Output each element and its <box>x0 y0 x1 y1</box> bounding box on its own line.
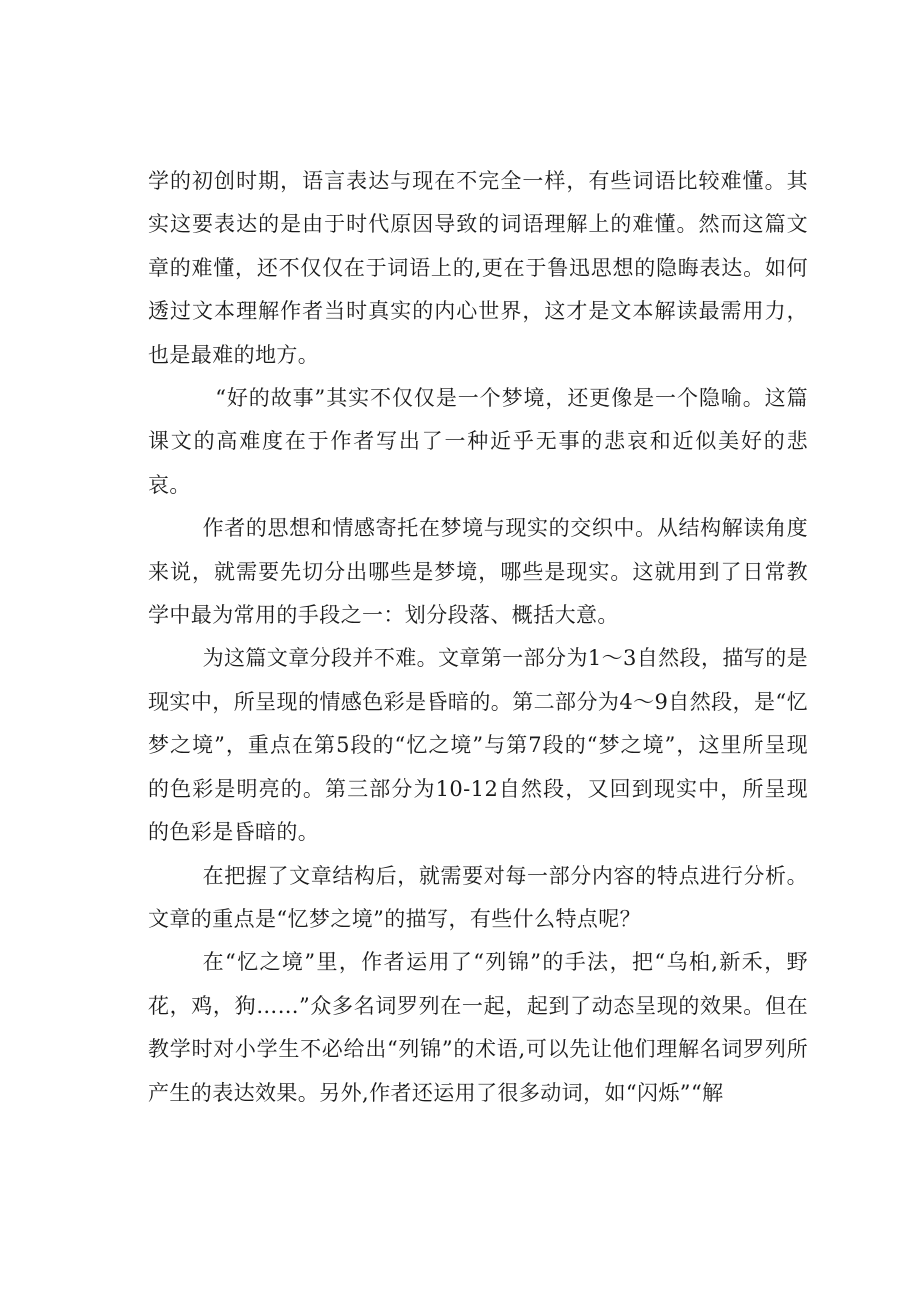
paragraph: 为这篇文章分段并不难。文章第一部分为1〜3自然段，描写的是现实中，所呈现的情感色彩是昏暗的。第二部分为4〜9自然段，是“忆梦之境”，重点在第5段的“忆之境”与第7段的“梦之境”，这里所呈现的色彩是明亮的。第三部分为10-12自然段，又回到现实中，所呈现的色彩是昏暗的。 <box>148 646 808 845</box>
paragraph: 作者的思想和情感寄托在梦境与现实的交织中。从结构解读角度来说，就需要先切分出哪些是梦境，哪些是现实。这就用到了日常教学中最为常用的手段之一：划分段落、概括大意。 <box>148 516 808 628</box>
paragraph: 在把握了文章结构后，就需要对每一部分内容的特点进行分析。文章的重点是“忆梦之境”的描写，有些什么特点呢？ <box>148 863 808 931</box>
body-text <box>148 160 808 1115</box>
paragraph: “好的故事”其实不仅仅是一个梦境，还更像是一个隐喻。这篇课文的高难度在于作者写出了一种近乎无事的悲哀和近似美好的悲哀。 <box>148 386 808 497</box>
paragraph: 在“忆之境”里，作者运用了“列锦”的手法，把“乌桕,新禾，野花，鸡，狗……”众多名词罗列在一起，起到了动态呈现的效果。但在教学时对小学生不必给出“列锦”的术语,可以先让他们理解名词罗列所产生的表达效果。另外,作者还运用了很多动词，如“闪烁”“解 <box>148 950 808 1105</box>
paragraph-continued: 学的初创时期，语言表达与现在不完全一样，有些词语比较难懂。其实这要表达的是由于时代原因导致的词语理解上的难懂。然而这篇文章的难懂，还不仅仅在于词语上的,更在于鲁迅思想的隐晦表达。如何透过文本理解作者当时真实的内心世界，这才是文本解读最需用力，也是最难的地方。 <box>148 169 808 367</box>
